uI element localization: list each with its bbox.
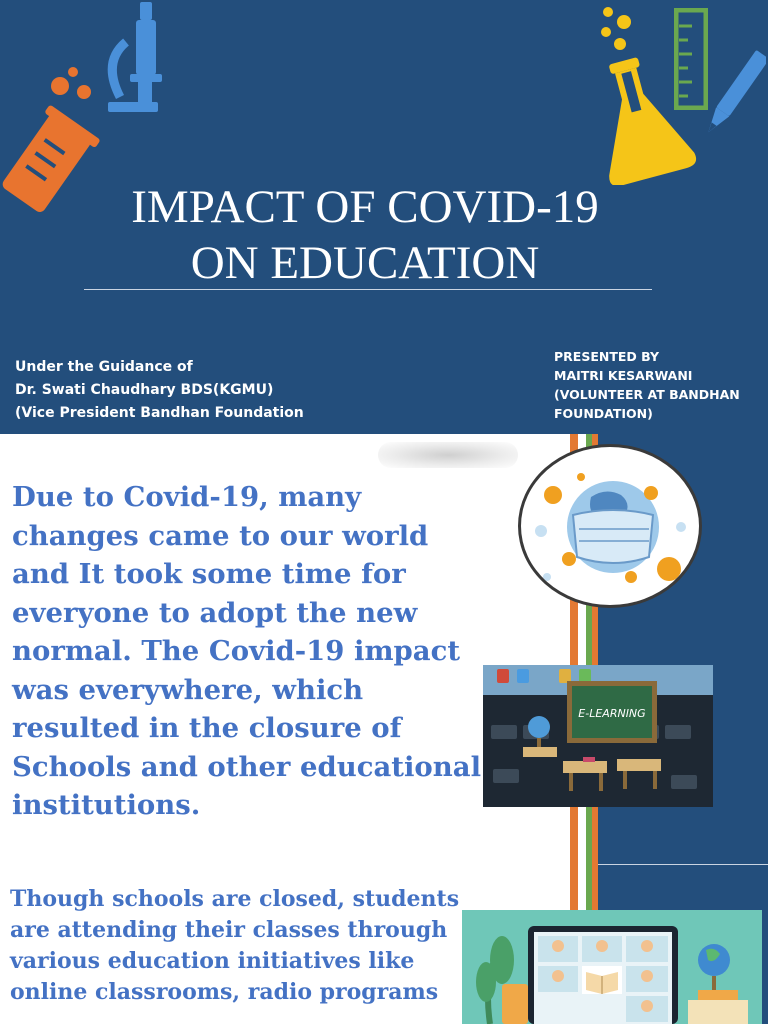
- panel-divider: [598, 864, 768, 865]
- title-line-2: ON EDUCATION: [190, 237, 540, 289]
- e-learning-laptop-image: [483, 665, 713, 807]
- title-divider: [84, 289, 652, 290]
- decorative-shadow: [378, 442, 518, 468]
- intro-paragraph: Due to Covid-19, many changes came to our world and It took some time for everyone to adopt the new normal. The Covid-19 impact was everywhere, which resulted in the closure of Schools and other educational institutions.: [12, 481, 482, 821]
- covid-globe-mask-image: [518, 444, 702, 608]
- content-slide: [0, 434, 768, 1024]
- microscope-icon: [100, 2, 170, 117]
- title-slide: [0, 0, 768, 434]
- ruler-icon: [674, 8, 708, 110]
- e-learning-board-text: E-LEARNING: [578, 707, 646, 720]
- guidance-text: Under the Guidance of Dr. Swati Chaudhary BDS(KGMU) (Vice President Bandhan Foundation: [15, 359, 304, 421]
- online-class-video-call-image: [462, 910, 762, 1024]
- title-line-1: IMPACT OF COVID-19: [131, 181, 599, 233]
- presenter-text: PRESENTED BY MAITRI KESARWANI (VOLUNTEER AT BANDHAN FOUNDATION): [554, 349, 740, 421]
- pencil-icon: [704, 46, 766, 146]
- online-classes-paragraph: Though schools are closed, students are attending their classes through various education initiatives like online classrooms, radio programs: [10, 886, 460, 1005]
